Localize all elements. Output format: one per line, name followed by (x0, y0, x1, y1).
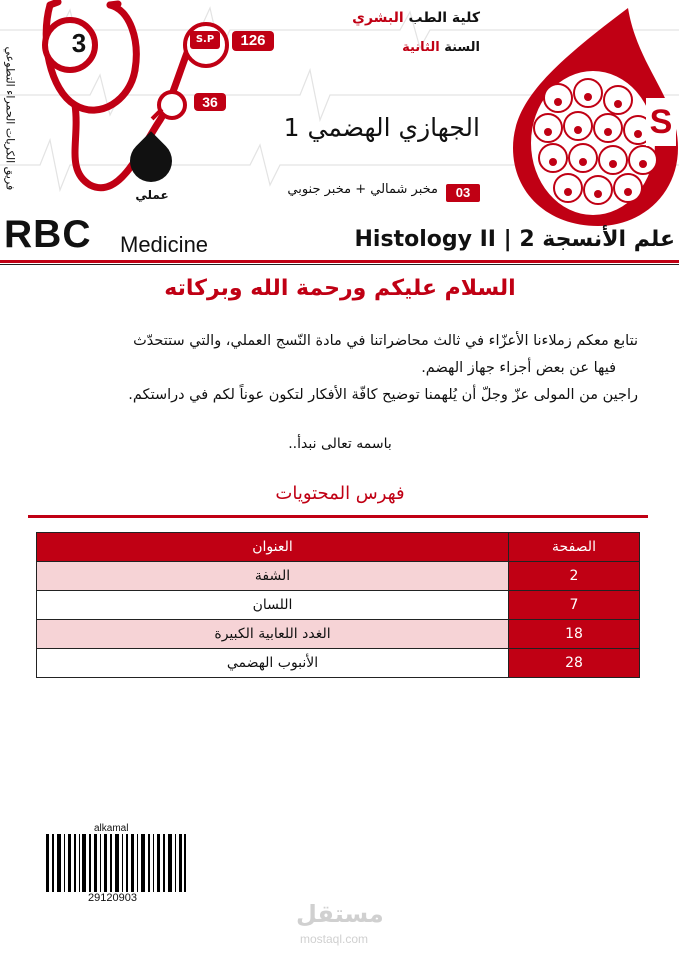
intro-line-2: فيها عن بعض أجزاء جهاز الهضم. (421, 360, 616, 376)
subject-title: الجهازي الهضمي 1 (283, 113, 480, 142)
lab-text: مخبر شمالي + مخبر جنوبي (287, 182, 438, 197)
toc-row-page: 28 (509, 649, 640, 678)
toc-table-wrap (36, 532, 640, 678)
toc-col-title: العنوان (37, 533, 509, 562)
search-icon (157, 90, 187, 120)
barcode-bars (46, 834, 186, 892)
header-divider (0, 260, 679, 263)
medicine-label: Medicine (120, 232, 209, 257)
toc-row-page: 18 (509, 620, 640, 649)
drop-letter: S (646, 98, 676, 146)
toc-row-page: 2 (509, 562, 640, 591)
watermark-latin: mostaql.com (300, 932, 369, 946)
toc-table (36, 532, 640, 678)
barcode-number: 29120903 (88, 892, 137, 904)
intro-line-3: راجين من المولى عزّ وجلّ أن يُلهمنا توضيح كافّة الأفكار لتكون عوناً لكم في دراستكم. (128, 387, 638, 403)
toc-row[interactable] (37, 591, 640, 620)
year-line: السنة الثانية (402, 40, 480, 55)
lab-number: 03 (446, 184, 480, 202)
toc-row-title: الأنبوب الهضمي (37, 649, 509, 678)
toc-col-page: الصفحة (509, 533, 640, 562)
toc-title: فهرس المحتويات (275, 483, 405, 504)
toc-row[interactable] (37, 562, 640, 591)
toc-row-title: الشفة (37, 562, 509, 591)
lecture-number: 3 (71, 28, 87, 58)
header-divider-thin (0, 264, 679, 265)
toc-row-title: الغدد اللعابية الكبيرة (37, 620, 509, 649)
toc-row-page: 7 (509, 591, 640, 620)
faculty-line: كلية الطب البشري (352, 10, 480, 26)
intro-line-1: نتابع معكم زملاءنا الأعزّاء في ثالث محاضراتنا في مادة النّسج العملي، والتي ستتحدّث (133, 333, 638, 349)
toc-header-row (37, 533, 640, 562)
sp-badge: S.P (190, 31, 220, 49)
intro-paragraph (36, 328, 638, 409)
toc-row-title: اللسان (37, 591, 509, 620)
greeting: السلام عليكم ورحمة الله وبركاته (164, 276, 516, 301)
toc-row[interactable] (37, 620, 640, 649)
sp-count: 126 (232, 31, 274, 51)
toc-row[interactable] (37, 649, 640, 678)
toc-divider (28, 515, 648, 518)
team-vertical-text: فريق الكريات الحمراء التطوعي (3, 46, 17, 191)
course-title: علم الأنسجة 2 | Histology II (354, 227, 675, 252)
pages-count: 36 (194, 93, 226, 111)
rbc-logo: RBC (4, 213, 92, 256)
watermark-arabic: مستقل (296, 900, 384, 928)
basmala: باسمه تعالى نبدأ.. (288, 436, 392, 452)
barcode-label: alkamal (94, 823, 129, 834)
practical-label: عملي (135, 188, 169, 202)
